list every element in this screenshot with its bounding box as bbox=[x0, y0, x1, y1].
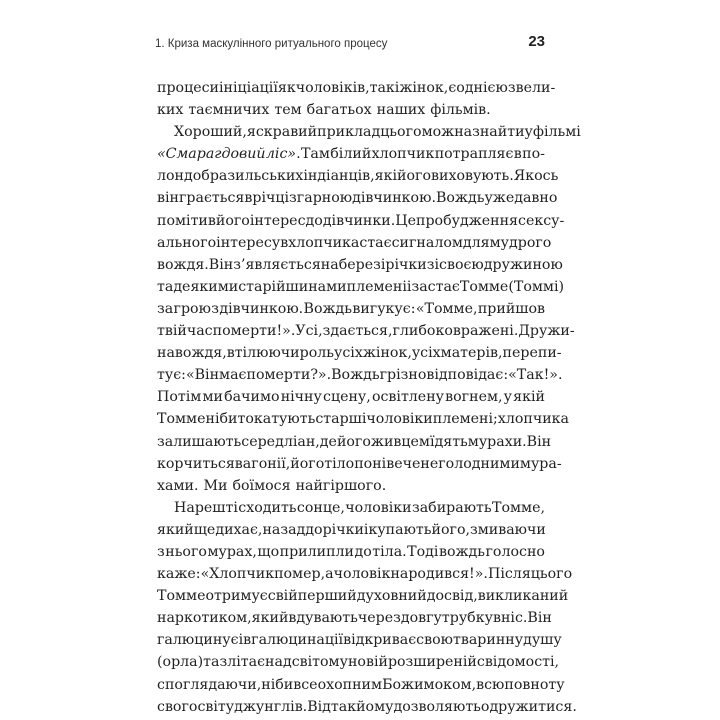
text-line: тує: «Він має померти?». Вождь грізно відповідає: «Так!». bbox=[157, 367, 563, 384]
text-line: Потім ми бачимо нічну сцену, освітлену вогнем, у якій bbox=[157, 389, 545, 406]
text-line: корчиться в агонії, його тіло понівечене голодними мура- bbox=[157, 455, 562, 472]
text-line: вождя. Він з’являється на березі річки зі своєю дружиною bbox=[157, 256, 563, 273]
text-line: на вождя, втілюючи роль усіх жінок, усіх матерів, перепи- bbox=[157, 345, 562, 362]
chapter-running-title: 1. Криза маскулінного ритуального процесу bbox=[155, 38, 388, 50]
text-line: залишають серед ліан, де його живцем їдять мурахи. Він bbox=[157, 433, 552, 450]
text-line: хами. Ми боїмося найгіршого. bbox=[157, 477, 387, 494]
text-line: він грається в річці з гарною дівчинкою. Вождь уже давно bbox=[157, 190, 558, 207]
text-line: споглядаючи, ніби всеохопним Божим оком, всю повноту bbox=[157, 676, 565, 693]
text-line: ких таємничих тем багатьох наших фільмів. bbox=[157, 102, 491, 119]
text-line: Хороший, яскравий приклад цього можна знайти у фільмі bbox=[174, 124, 581, 141]
text-line: Томме отримує свій перший духовний досвід, викликаний bbox=[157, 588, 569, 605]
text-line: лон до бразильських індіанців, які його виховують. Якось bbox=[157, 168, 559, 185]
text-line: «Смарагдовий ліс». Там білий хлопчик потрапляє в по- bbox=[157, 146, 545, 163]
text-line: каже: «Хлопчик помер, а чоловік народився!». Після цього bbox=[157, 566, 573, 583]
text-line: наркотиком, який вдувають через довгу трубку в ніс. Він bbox=[157, 610, 552, 627]
text-line: який ще дихає, назад до річки і купають його, змиваючи bbox=[157, 521, 546, 538]
text-line: та деякими старійшинами племені і застає Томме (Томмі) bbox=[157, 278, 565, 295]
page-number: 23 bbox=[528, 33, 545, 50]
text-line: свого світу джунглів. Відтак йому дозволяють одружитися. bbox=[157, 698, 577, 715]
text-line: ального інтересу в хлопчика стає сигналом для мудрого bbox=[157, 234, 552, 251]
text-line: Нарешті сходить сонце, чоловіки забирають Томме, bbox=[174, 499, 545, 516]
text-line: Томме нібито катують старші чоловіки племені; хлопчика bbox=[157, 411, 569, 428]
text-line: галюцинує і в галюцинації відкриває свою тваринну душу bbox=[157, 632, 562, 649]
text-line: помітив його інтерес до дівчинки. Це пробудження сексу- bbox=[157, 212, 565, 229]
text-line: за грою з дівчинкою. Вождь вигукує: «Томме, прийшов bbox=[157, 300, 545, 317]
body-text bbox=[157, 77, 581, 718]
text-line: з нього мурах, що прилипли до тіла. Тоді вождь голосно bbox=[157, 543, 545, 560]
text-line: твій час померти!». Усі, здається, глибоко вражені. Дружи- bbox=[157, 323, 575, 340]
text-line: (орла) та злітає над світом у новій розширеній свідомості, bbox=[157, 654, 560, 671]
text-line: процеси ініціації як чоловіків, так і жінок, є однією з вели- bbox=[157, 80, 556, 96]
running-head bbox=[155, 33, 545, 53]
